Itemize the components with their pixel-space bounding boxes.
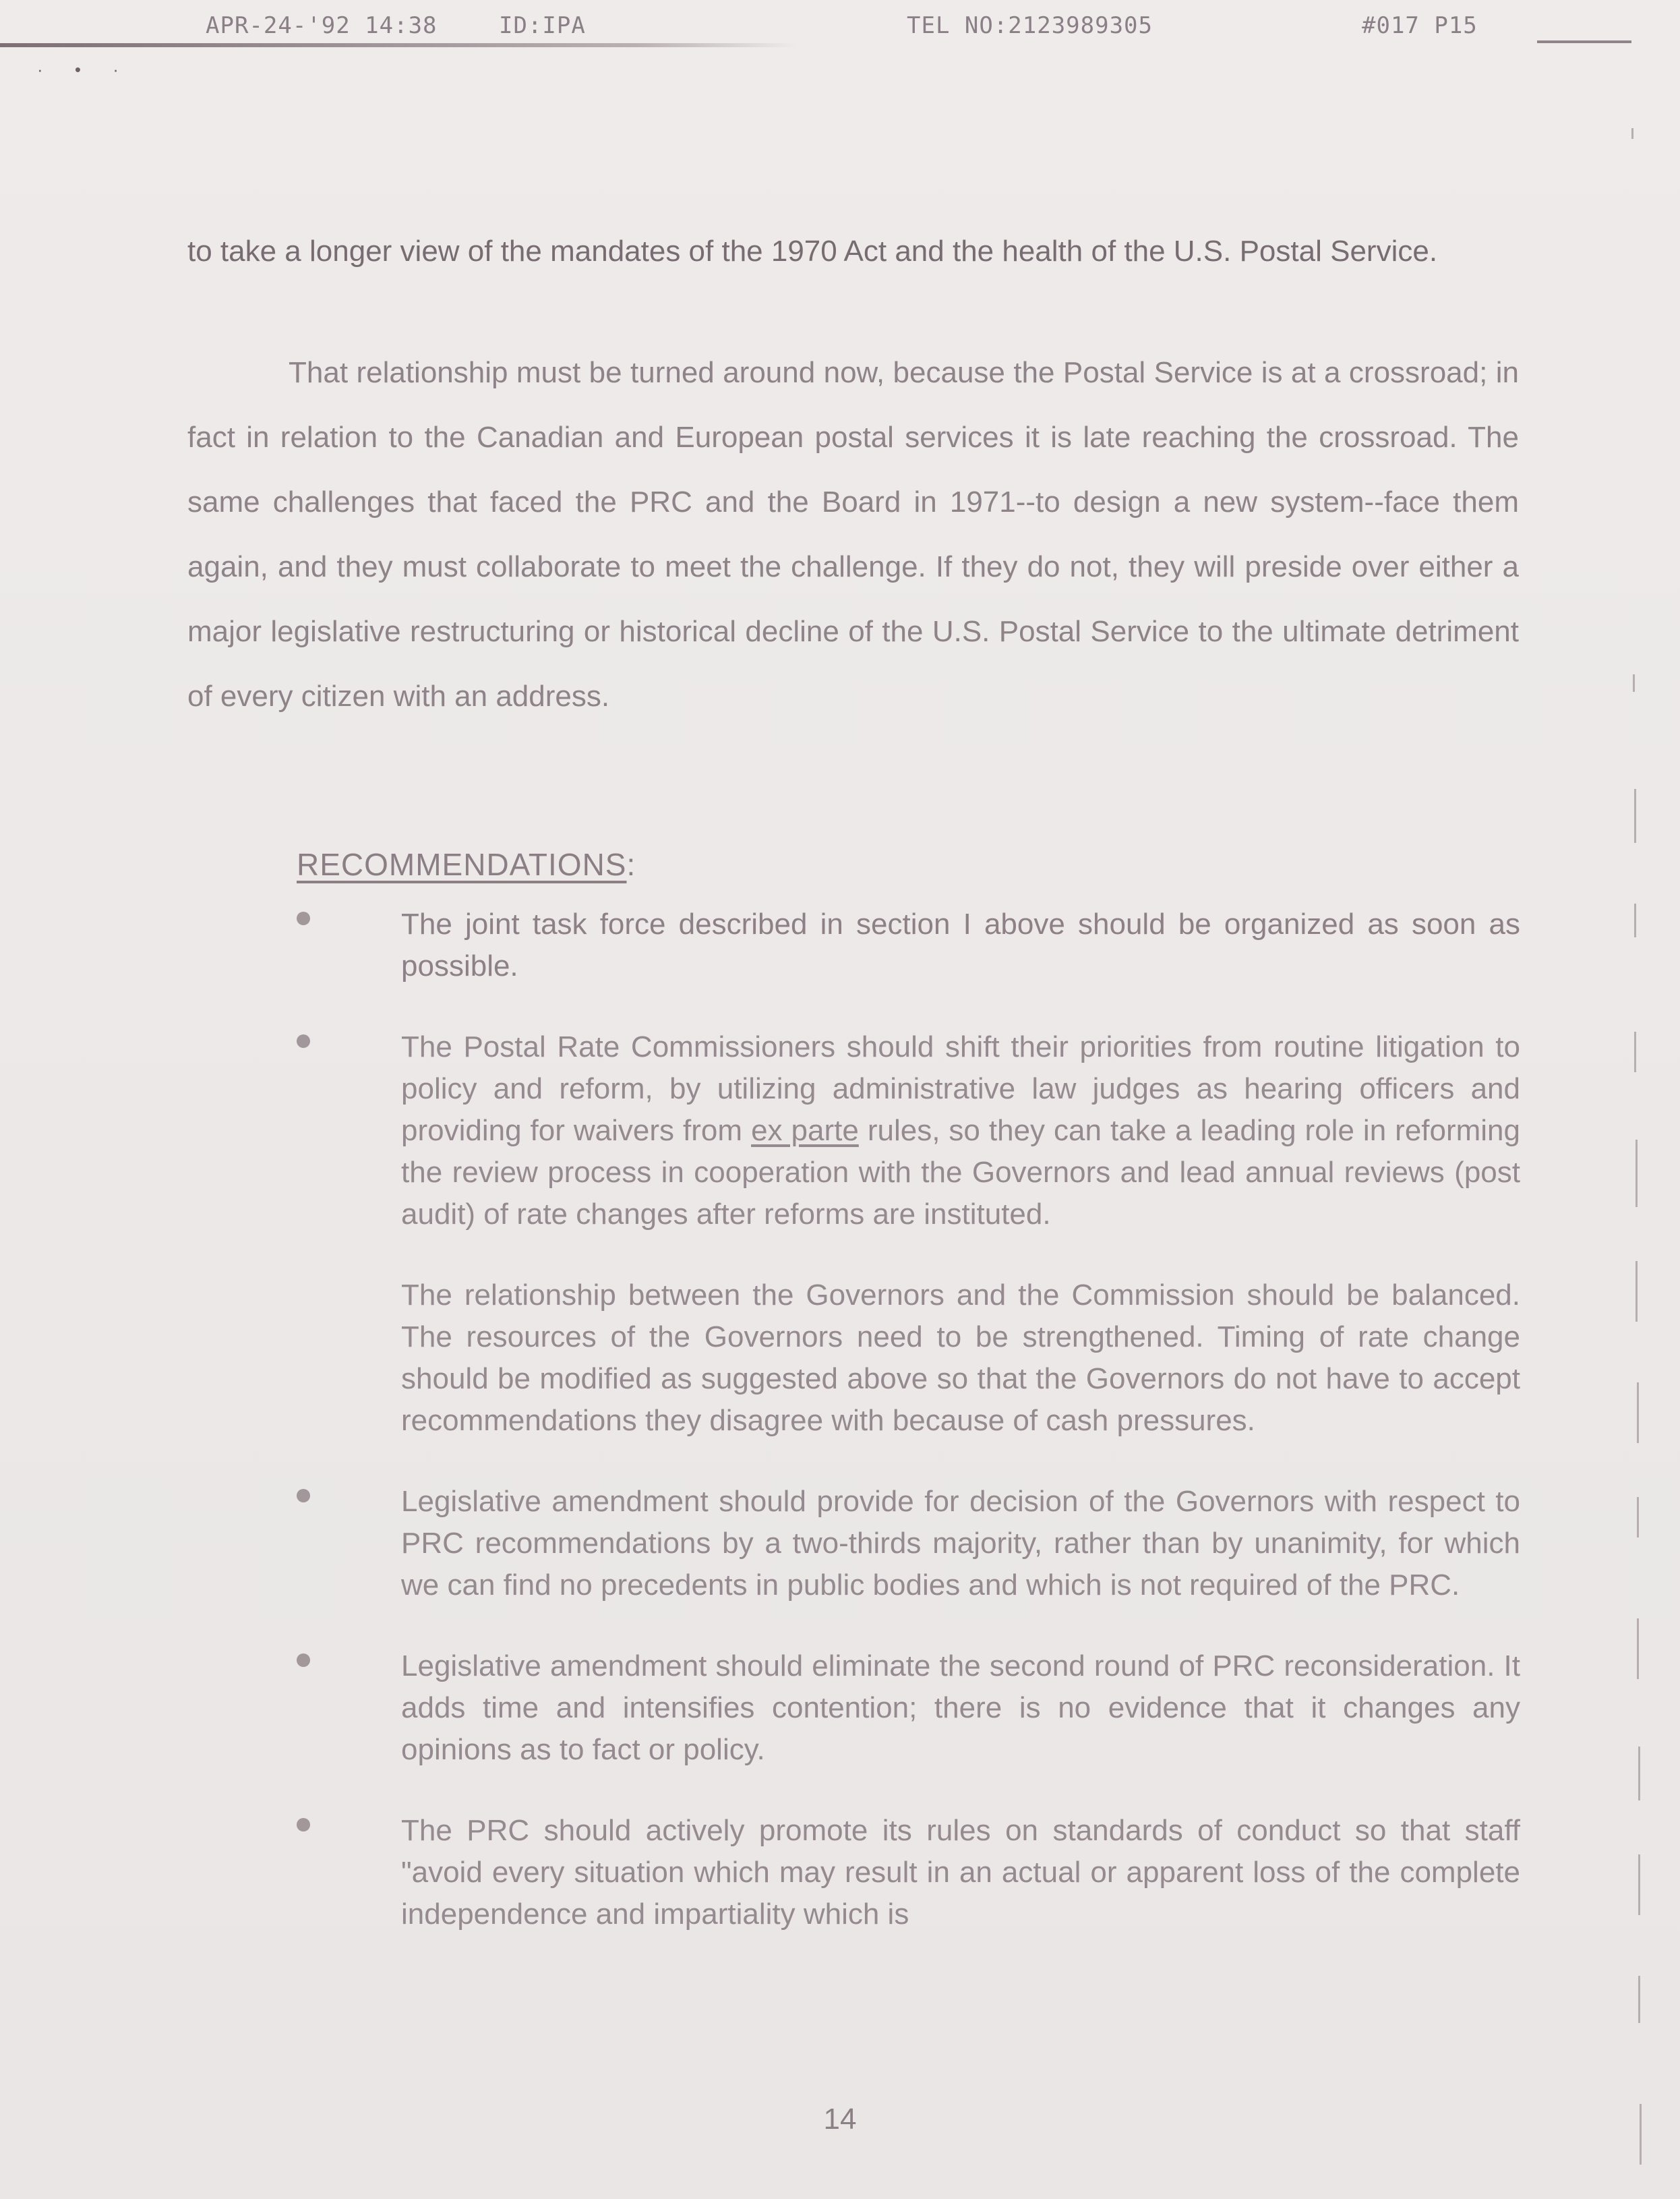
recommendation-text-part: rules, so they can take a leading role in reforming the review process in cooperation with the Governors and lead annual reviews (post audit) of rate changes after reforms are instituted. xyxy=(401,1114,1521,1231)
recommendation-text: The joint task force described in section I above should be organized as soon as possible. xyxy=(401,908,1520,983)
recommendations-heading-colon: : xyxy=(626,847,636,882)
recommendation-text: Legislative amendment should eliminate the second round of PRC reconsideration. It adds time and intensifies contention; there is no evidence that it changes any opinions as to fact or policy. xyxy=(401,1649,1520,1766)
bullet-icon xyxy=(297,1489,310,1502)
bullet-icon xyxy=(297,1818,310,1831)
scan-edge-mark xyxy=(1636,1261,1638,1322)
fax-header-rule-right xyxy=(1537,40,1631,43)
bullet-icon xyxy=(297,1034,310,1048)
scan-edge-mark xyxy=(1637,1497,1639,1537)
page-number: 14 xyxy=(823,2103,857,2136)
recommendation-text xyxy=(401,1026,1520,1235)
scan-edge-mark xyxy=(1638,1747,1640,1800)
recommendation-text: The PRC should actively promote its rules on standards of conduct so that staff "avoid every situation which may result in an actual or apparent loss of the complete independence and impartiality which is xyxy=(401,1814,1520,1931)
scan-edge-mark xyxy=(1633,674,1635,692)
scan-edge-mark xyxy=(1631,128,1633,139)
scan-edge-mark xyxy=(1634,789,1636,843)
recommendations-heading xyxy=(297,846,636,883)
fax-header-rule xyxy=(0,43,796,47)
scan-edge-mark xyxy=(1634,904,1636,937)
fax-page-code: #017 P15 xyxy=(1362,12,1478,39)
scan-edge-mark xyxy=(1638,1976,1640,2023)
recommendation-item xyxy=(297,904,1520,987)
scan-edge-mark xyxy=(1637,1618,1639,1679)
recommendation-text-part: The Postal Rate Commissioners should shift their priorities from routine litigation to policy and reform, by utilizing administrative law judges as hearing officers and providing for waivers from xyxy=(401,1030,1520,1147)
recommendation-item xyxy=(297,1026,1520,1442)
recommendation-item xyxy=(297,1481,1520,1606)
scan-edge-mark xyxy=(1634,1032,1636,1072)
scan-specks: · • · xyxy=(37,59,132,80)
recommendation-item xyxy=(297,1645,1520,1771)
fax-sender-id: ID:IPA xyxy=(499,12,586,39)
recommendation-item xyxy=(297,1810,1520,1935)
scan-edge-mark xyxy=(1638,1854,1640,1915)
crossroad-paragraph: That relationship must be turned around now, because the Postal Service is at a crossroad; in fact in relation to the Canadian and European postal services it is late reaching the crossroad. The same challenges that faced the PRC and the Board in 1971--to design a new system--face them again, and they must collaborate to meet the challenge. If they do not, they will preside over either a major legislative restructuring or historical decline of the U.S. Postal Service to the ultimate detriment of every citizen with an address. xyxy=(187,356,1519,713)
recommendation-followup-text: The relationship between the Governors and the Commission should be balanced. The resources of the Governors need to be strengthened. Timing of rate change should be modified as suggested above so that the Governors do not have to accept recommendations they disagree with because of cash pressures. xyxy=(401,1279,1520,1437)
recommendation-text: Legislative amendment should provide for decision of the Governors with respect to PRC recommendations by a two-thirds majority, rather than by unanimity, for which we can find no precedents in public bodies and which is not required of the PRC. xyxy=(401,1485,1520,1602)
scan-edge-mark xyxy=(1637,1382,1639,1443)
continued-paragraph: to take a longer view of the mandates of the 1970 Act and the health of the U.S. Postal Service. xyxy=(187,235,1438,268)
bullet-icon xyxy=(297,912,310,925)
recommendations-heading-text: RECOMMENDATIONS xyxy=(297,847,627,882)
bullet-icon xyxy=(297,1653,310,1667)
ex-parte-term: ex parte xyxy=(751,1114,859,1147)
scan-edge-mark xyxy=(1636,1140,1638,1207)
recommendations-list xyxy=(297,904,1520,1974)
fax-date-time: APR-24-'92 14:38 xyxy=(206,12,438,39)
fax-telephone: TEL NO:2123989305 xyxy=(907,12,1153,39)
